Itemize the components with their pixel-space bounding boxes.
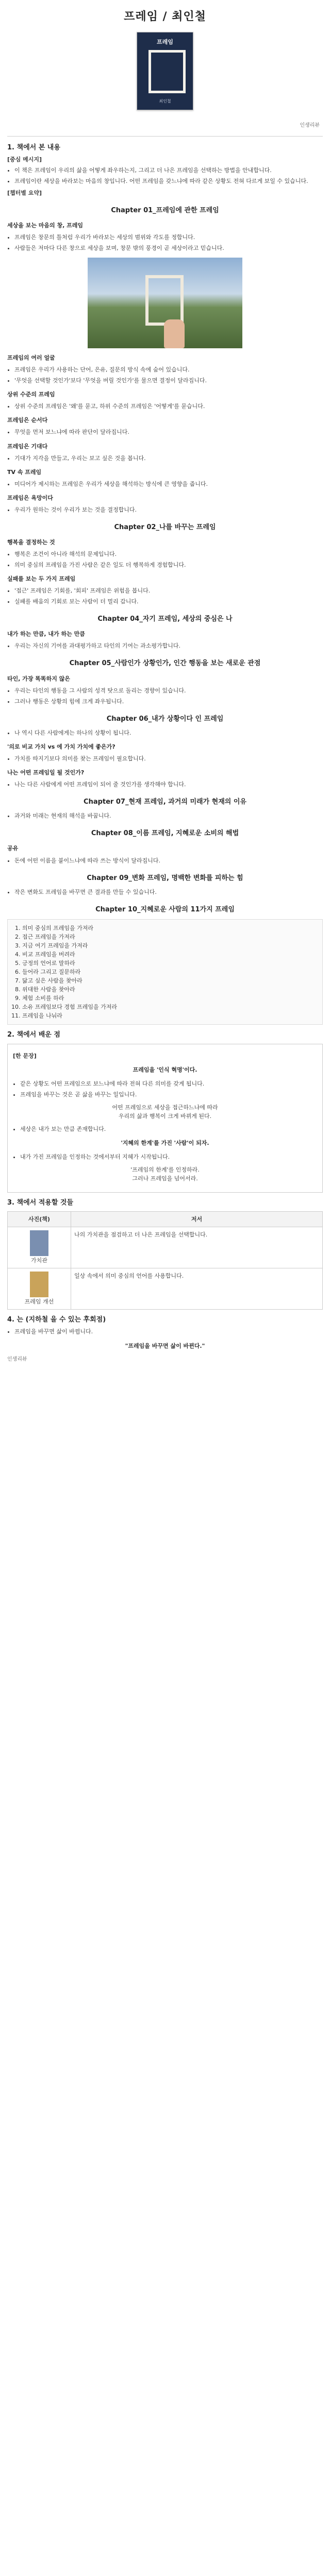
list-item: • 과거와 미래는 현재의 해석을 바꿉니다.: [14, 811, 323, 820]
list-item: • 나는 다른 사람에게 어떤 프레임이 되어 줄 것인가를 생각해야 합니다.: [14, 780, 323, 789]
content-list: [7, 402, 323, 411]
list-item: • '접근' 프레임은 기회를, '회피' 프레임은 위험을 봅니다.: [14, 586, 323, 595]
list-item: • 프레임은 창문의 틀처럼 우리가 바라보는 세상의 범위와 각도를 정합니다.: [14, 233, 323, 242]
book-thumbnail: [30, 1230, 48, 1256]
list-item: • 기대가 지각을 만들고, 우리는 보고 싶은 것을 봅니다.: [14, 454, 323, 463]
list-item: 8. 위대한 사람을 찾아라: [22, 985, 316, 994]
list-item: 9. 체험 소비를 하라: [22, 994, 316, 1003]
chapter-heading: Chapter 06_내가 상황이다 인 프레임: [106, 715, 224, 723]
section-heading: 1. 책에서 본 내용: [7, 143, 60, 151]
list-item: • 프레임을 바꾸면 삶이 바뀝니다.: [14, 1327, 323, 1336]
chapter-heading: Chapter 07_현재 프레임, 과거의 미래가 현재의 이유: [84, 798, 246, 806]
list-item: • 프레임은 우리가 사용하는 단어, 은유, 질문의 방식 속에 숨어 있습니다.: [14, 365, 323, 374]
quote: 어떤 프레임으로 세상을 접근하느냐에 따라 우리의 삶과 행복이 크게 바뀌게 된다.: [112, 1104, 218, 1120]
list-item: • 나 역시 다른 사람에게는 하나의 상황이 됩니다.: [14, 728, 323, 737]
table-cell: 가치관: [31, 1257, 47, 1264]
cover-author: 최인철: [159, 98, 171, 104]
list-item: • 돈에 어떤 이름을 붙이느냐에 따라 쓰는 방식이 달라집니다.: [14, 856, 323, 865]
list-item: • 이 책은 프레임이 우리의 삶을 어떻게 좌우하는지, 그리고 더 나은 프레임을 선택하는 방법을 안내합니다.: [14, 166, 323, 175]
summary-list: [7, 166, 323, 185]
author-line: 인생리뷰: [300, 123, 320, 129]
chapter-subheading: TV 속 프레임: [7, 468, 42, 476]
list-item: • 무엇을 먼저 보느냐에 따라 판단이 달라집니다.: [14, 428, 323, 436]
content-list: [7, 505, 323, 514]
chapter-subheading: 프레임은 기대다: [7, 443, 48, 450]
quote: 프레임을 '인식 혁명'이다.: [133, 1066, 197, 1073]
quote: "프레임을 바꾸면 삶이 바뀐다.": [125, 1342, 205, 1349]
chapter-subheading: 프레임은 순서다: [7, 417, 48, 424]
content-list: [7, 728, 323, 737]
content-list: [7, 550, 323, 569]
chapter-subheading: 세상을 보는 마음의 창, 프레임: [7, 222, 84, 229]
content-list: [7, 586, 323, 606]
list-item: • 우리는 자신의 기여를 과대평가하고 타인의 기여는 과소평가합니다.: [14, 641, 323, 650]
content-list: [13, 1153, 317, 1161]
chapter-subheading: 내가 하는 만큼, 내가 하는 만큼: [7, 631, 85, 638]
list-item: 5. 긍정의 언어로 말하라: [22, 959, 316, 968]
list-item: • 프레임을 바꾸는 것은 곧 삶을 바꾸는 일입니다.: [20, 1090, 317, 1099]
content-list: [7, 365, 323, 385]
list-item: • 상위 수준의 프레임은 '왜'를 묻고, 하위 수준의 프레임은 '어떻게'를 묻습니다.: [14, 402, 323, 411]
quote: '지혜의 한계'를 가진 '사람'이 되자.: [121, 1139, 209, 1146]
table-row: [8, 1268, 323, 1310]
chapter-subheading: 실패를 보는 두 가지 프레임: [7, 575, 76, 583]
content-list: [7, 856, 323, 865]
content-list: [7, 641, 323, 650]
content-list: [7, 454, 323, 463]
content-list: [7, 888, 323, 896]
chapter-subheading: '의로 비교 가치 vs 에 가치 가치에 좋은가?: [7, 743, 116, 750]
list-item: • 우리는 타인의 행동을 그 사람의 성격 탓으로 돌리는 경향이 있습니다.: [14, 686, 323, 695]
chapter-subheading: 프레임의 여러 얼굴: [7, 354, 55, 362]
content-list: [13, 1079, 317, 1099]
list-item: • 의미 중심의 프레임을 가진 사람은 같은 일도 더 행복하게 경험합니다.: [14, 561, 323, 569]
content-list: [7, 811, 323, 820]
content-list: [7, 1327, 323, 1336]
subheading: [챕터별 요약]: [7, 189, 42, 196]
cover-title: 프레임: [157, 39, 173, 46]
content-list: [7, 754, 323, 763]
list-item: • 그러나 행동은 상황의 힘에 크게 좌우됩니다.: [14, 697, 323, 706]
chapter-heading: Chapter 05_사람인가 상황인가, 인간 행동을 보는 새로운 관점: [69, 659, 261, 668]
content-list: [7, 428, 323, 436]
content-list: [13, 1125, 317, 1133]
table-cell: 일상 속에서 의미 중심의 언어를 사용합니다.: [71, 1268, 323, 1310]
list-item: 2. 접근 프레임을 가져라: [22, 933, 316, 941]
divider: [7, 136, 323, 137]
chapter-heading: Chapter 09_변화 프레임, 명백한 변화를 피하는 힘: [87, 874, 243, 882]
chapter-subheading: 행복을 결정하는 것: [7, 538, 55, 546]
list-item: 11. 프레임을 나눠라: [22, 1011, 316, 1020]
subheading: [한 문장]: [13, 1052, 37, 1059]
book-cover-image: [137, 32, 193, 110]
photo-frame-graphic: [145, 275, 184, 326]
list-item: • 같은 상황도 어떤 프레임으로 보느냐에 따라 전혀 다른 의미를 갖게 됩니다.: [20, 1079, 317, 1088]
section-heading: 4. 는 (지하철 을 수 있는 후회점): [7, 1316, 106, 1324]
section-heading: 3. 책에서 적용할 것들: [7, 1199, 74, 1207]
chapter-subheading: 프레임은 욕망이다: [7, 494, 53, 501]
book-thumbnail: [30, 1272, 48, 1297]
frame-photo: [88, 258, 242, 348]
learning-box: [7, 1044, 323, 1193]
list-item: 10. 소유 프레임보다 경험 프레임을 가져라: [22, 1003, 316, 1011]
content-list: [7, 780, 323, 789]
footer-note: 인생리뷰: [7, 1356, 27, 1362]
list-item: • 프레임이란 세상을 바라보는 마음의 창입니다. 어떤 프레임을 갖느냐에 따라 같은 상황도 전혀 다르게 보일 수 있습니다.: [14, 177, 323, 185]
list-item: • 우리가 원하는 것이 우리가 보는 것을 결정합니다.: [14, 505, 323, 514]
list-item: • 가치를 따지기보다 의미를 찾는 프레임이 필요합니다.: [14, 754, 323, 763]
chapter-heading: Chapter 10_지혜로운 사람의 11가지 프레임: [95, 905, 235, 913]
list-item: • 행복은 조건이 아니라 해석의 문제입니다.: [14, 550, 323, 558]
list-item: 7. 닮고 싶은 사람을 찾아라: [22, 976, 316, 985]
list-item: • 미디어가 제시하는 프레임은 우리가 세상을 해석하는 방식에 큰 영향을 줍니다.: [14, 480, 323, 488]
list-item: • '무엇을 선택할 것인가'보다 '무엇을 버릴 것인가'를 물으면 결정이 달라집니다.: [14, 376, 323, 385]
apply-table: [7, 1211, 323, 1310]
list-item: 4. 비교 프레임을 버려라: [22, 950, 316, 959]
chapter-heading: Chapter 01_프레임에 관한 프레임: [111, 206, 219, 214]
chapter-subheading: 타인, 가장 똑똑하지 않은: [7, 675, 70, 682]
quote: '프레임의 한계'를 인정하라. 그러나 프레임을 넘어서라.: [130, 1166, 200, 1182]
page-title: 프레임 / 최인철: [124, 10, 206, 23]
table-cell: 프레임 개선: [24, 1298, 54, 1306]
table-header: 사진(책): [8, 1212, 71, 1227]
photo-hand-graphic: [164, 319, 185, 348]
chapter-heading: Chapter 08_이름 프레임, 지혜로운 소비의 해법: [91, 829, 239, 838]
content-list: [7, 233, 323, 252]
list-item: 6. 들어라 그리고 질문하라: [22, 968, 316, 976]
cover-frame-graphic: [148, 50, 186, 93]
list-item: • 내가 가진 프레임을 인정하는 것에서부터 지혜가 시작됩니다.: [20, 1153, 317, 1161]
content-list: [7, 686, 323, 706]
subheading: [중심 메시지]: [7, 156, 42, 163]
section-heading: 2. 책에서 배운 점: [7, 1031, 60, 1039]
list-item: 1. 의미 중심의 프레임을 가져라: [22, 924, 316, 933]
table-row: [8, 1227, 323, 1268]
content-list: [7, 480, 323, 488]
list-item: • 사람들은 저마다 다른 창으로 세상을 보며, 창문 밖의 풍경이 곧 세상이라고 믿습니다.: [14, 244, 323, 252]
numbered-list-box: [7, 919, 323, 1025]
chapter-subheading: 공유: [7, 845, 19, 852]
list-item: • 세상은 내가 보는 만큼 존재합니다.: [20, 1125, 317, 1133]
list-item: • 실패를 배움의 기회로 보는 사람이 더 멀리 갑니다.: [14, 597, 323, 606]
list-item: 3. 지금 여기 프레임을 가져라: [22, 941, 316, 950]
chapter-heading: Chapter 02_나를 바꾸는 프레임: [114, 523, 216, 531]
table-header: 저서: [71, 1212, 323, 1227]
chapter-heading: Chapter 04_자기 프레임, 세상의 중심은 나: [97, 615, 233, 623]
chapter-subheading: 나는 어떤 프레임일 될 것인가?: [7, 769, 85, 776]
chapter-subheading: 상위 수준의 프레임: [7, 391, 55, 398]
list-item: • 작은 변화도 프레임을 바꾸면 큰 결과를 만들 수 있습니다.: [14, 888, 323, 896]
table-cell: 나의 가치관을 점검하고 더 나은 프레임을 선택합니다.: [71, 1227, 323, 1268]
